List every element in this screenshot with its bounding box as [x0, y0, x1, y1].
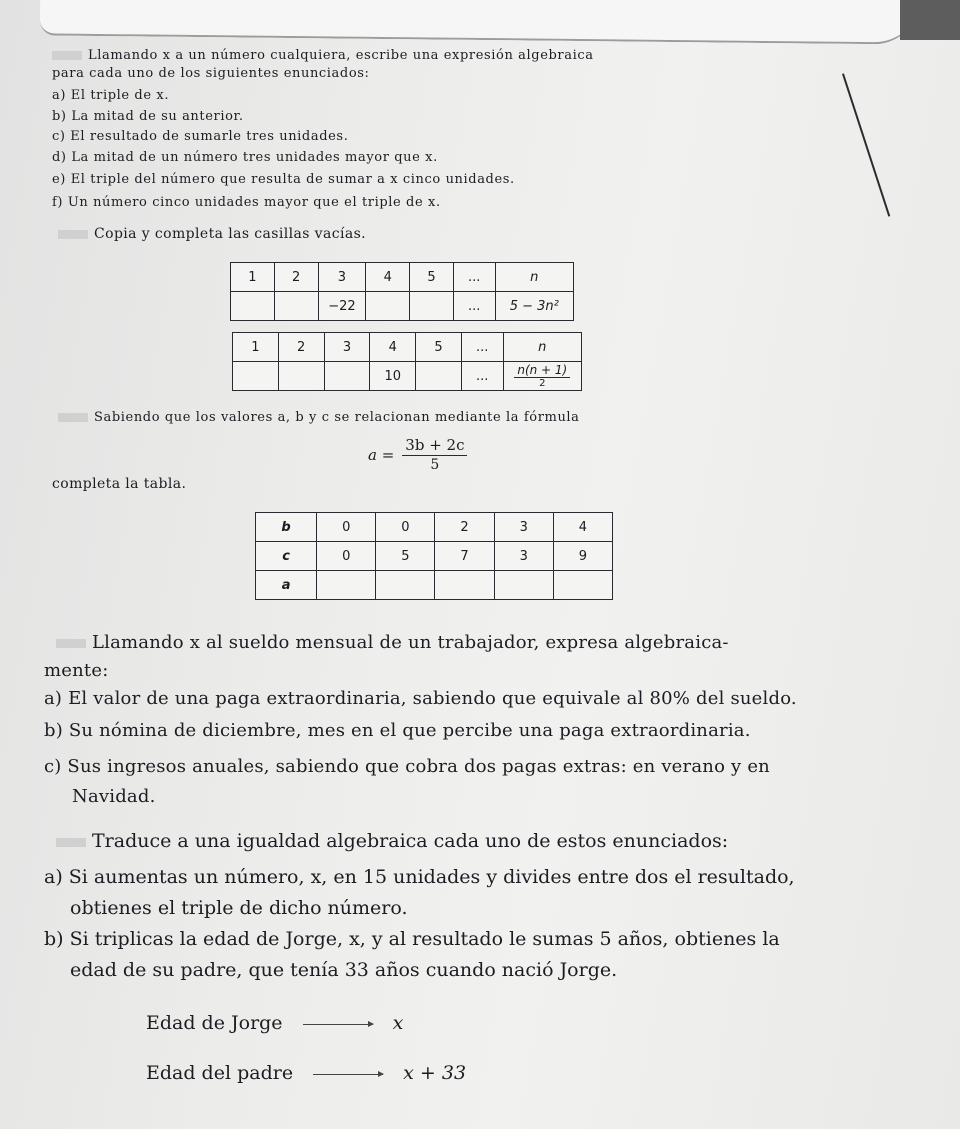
ex5-item-a-line1: a) Si aumentas un número, x, en 15 unidades y divides entre dos el resultado,	[44, 866, 795, 888]
table-cell: 5	[410, 263, 454, 292]
ex1-intro-line1: Llamando x a un número cualquiera, escribe una expresión algebraica	[52, 48, 594, 63]
table-row	[256, 513, 613, 542]
exercise-number-badge	[58, 230, 88, 239]
table-cell[interactable]	[366, 292, 410, 321]
fraction	[402, 438, 467, 472]
table-cell: 2	[274, 263, 318, 292]
table-cell: ...	[453, 292, 495, 321]
ex1-item-d: d) La mitad de un número tres unidades mayor que x.	[52, 150, 438, 165]
table-cell[interactable]	[435, 571, 494, 600]
table-cell: 4	[370, 333, 416, 362]
table-cell: 5 − 3n²	[495, 292, 573, 321]
formula-lhs: a =	[368, 446, 395, 464]
table-cell: ...	[453, 263, 495, 292]
table-cell: b	[256, 513, 317, 542]
table-cell: 4	[553, 513, 612, 542]
ex4-intro-line2: mente:	[44, 660, 109, 681]
table-row	[231, 263, 574, 292]
table-cell: ...	[461, 333, 503, 362]
fraction-denominator: 2	[539, 378, 546, 389]
table-row	[233, 362, 582, 391]
table-row	[256, 571, 613, 600]
table-cell[interactable]	[553, 571, 612, 600]
table-cell: ...	[461, 362, 503, 391]
table-cell[interactable]	[376, 571, 435, 600]
table-cell: 0	[376, 513, 435, 542]
ex3-complete-label: completa la tabla.	[52, 476, 187, 492]
fraction-denominator: 5	[430, 457, 440, 473]
fraction	[514, 364, 570, 389]
table-cell: 5	[416, 333, 462, 362]
table-cell[interactable]	[278, 362, 324, 391]
table-cell[interactable]	[317, 571, 376, 600]
table-cell: 3	[318, 263, 366, 292]
table-cell: 5	[376, 542, 435, 571]
ex4-intro-line1: Llamando x al sueldo mensual de un trabajador, expresa algebraica-	[56, 632, 729, 653]
table-cell: n	[495, 263, 573, 292]
table-cell: −22	[318, 292, 366, 321]
ex1-item-b: b) La mitad de su anterior.	[52, 109, 244, 124]
table-cell: c	[256, 542, 317, 571]
table-cell: a	[256, 571, 317, 600]
ex4-item-a: a) El valor de una paga extraordinaria, sabiendo que equivale al 80% del sueldo.	[44, 688, 797, 709]
table-row	[231, 292, 574, 321]
ex5-item-b-line2: edad de su padre, que tenía 33 años cuando nació Jorge.	[70, 959, 618, 981]
table-cell[interactable]	[416, 362, 462, 391]
ex5-intro: Traduce a una igualdad algebraica cada uno de estos enunciados:	[56, 830, 728, 852]
table-cell: 0	[317, 542, 376, 571]
sequence-table-1	[230, 262, 574, 321]
table-row	[233, 333, 582, 362]
ex1-item-e: e) El triple del número que resulta de sumar a x cinco unidades.	[52, 172, 515, 187]
table-row	[256, 542, 613, 571]
ex4-item-c-line1: c) Sus ingresos anuales, sabiendo que cobra dos pagas extras: en verano y en	[44, 756, 770, 777]
fraction-numerator: 3b + 2c	[402, 438, 467, 456]
table-cell: 3	[494, 542, 553, 571]
ex1-item-c: c) El resultado de sumarle tres unidades.	[52, 129, 349, 144]
table-cell[interactable]	[494, 571, 553, 600]
ex1-item-f: f) Un número cinco unidades mayor que el triple de x.	[52, 195, 441, 210]
table-cell: 4	[366, 263, 410, 292]
jorge-age-row	[146, 1012, 403, 1034]
exercise-number-badge	[58, 413, 88, 422]
arrow-icon	[303, 1024, 373, 1025]
table-cell: 1	[233, 333, 279, 362]
ex3-formula	[368, 438, 467, 472]
table-cell	[503, 362, 581, 391]
table-cell: 3	[494, 513, 553, 542]
jorge-age-value: x	[392, 1012, 404, 1034]
table-cell[interactable]	[231, 292, 275, 321]
table-cell[interactable]	[324, 362, 370, 391]
father-age-label: Edad del padre	[146, 1062, 294, 1084]
background-corner	[900, 0, 960, 40]
ex4-item-c-line2: Navidad.	[72, 786, 156, 807]
table-cell: 2	[435, 513, 494, 542]
table-cell: 10	[370, 362, 416, 391]
ex1-item-a: a) El triple de x.	[52, 88, 170, 103]
ex5-item-a-line2: obtienes el triple de dicho número.	[70, 897, 408, 919]
father-age-row	[146, 1062, 466, 1084]
ex5-item-b-line1: b) Si triplicas la edad de Jorge, x, y al resultado le sumas 5 años, obtienes la	[44, 928, 780, 950]
table-cell: 7	[435, 542, 494, 571]
fraction-numerator: n(n + 1)	[514, 364, 570, 378]
table-cell: n	[503, 333, 581, 362]
father-age-value: x + 33	[403, 1062, 467, 1084]
jorge-age-label: Edad de Jorge	[146, 1012, 283, 1034]
exercise-number-badge	[56, 838, 86, 847]
exercise-number-badge	[52, 51, 82, 60]
table-cell: 2	[278, 333, 324, 362]
table-cell: 0	[317, 513, 376, 542]
table-cell[interactable]	[274, 292, 318, 321]
table-cell[interactable]	[410, 292, 454, 321]
ex1-intro-line2: para cada uno de los siguientes enunciados:	[52, 66, 370, 81]
formula-table	[255, 512, 613, 600]
sequence-table-2	[232, 332, 582, 391]
arrow-icon	[313, 1074, 383, 1075]
table-cell: 9	[553, 542, 612, 571]
ex4-item-b: b) Su nómina de diciembre, mes en el que percibe una paga extraordinaria.	[44, 720, 751, 741]
ex3-intro: Sabiendo que los valores a, b y c se relacionan mediante la fórmula	[58, 410, 580, 425]
exercise-number-badge	[56, 639, 86, 648]
table-cell: 3	[324, 333, 370, 362]
table-cell[interactable]	[233, 362, 279, 391]
ex2-heading: Copia y completa las casillas vacías.	[58, 226, 366, 242]
table-cell: 1	[231, 263, 275, 292]
